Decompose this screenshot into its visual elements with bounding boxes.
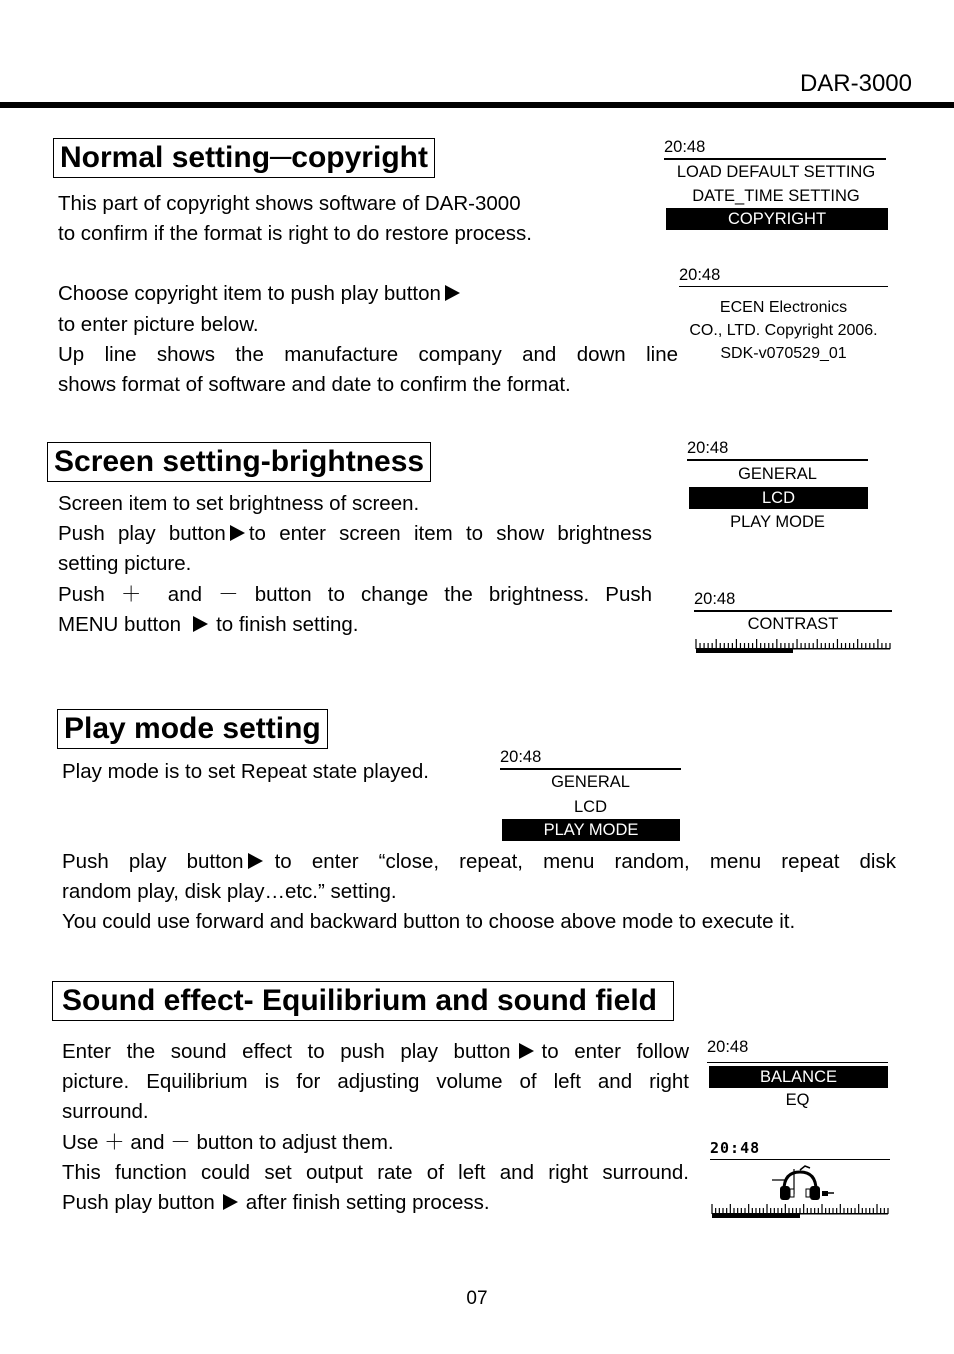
text-line: surround. bbox=[62, 1100, 149, 1124]
header-rule bbox=[0, 102, 954, 108]
play-triangle-icon bbox=[519, 1043, 534, 1059]
text-line: You could use forward and backward button to choose above mode to execute it. bbox=[62, 910, 796, 934]
scale-level-bar bbox=[696, 648, 793, 653]
text-line: Enter the sound effect to push play button bbox=[62, 1040, 511, 1063]
lcd-screen-contrast bbox=[694, 588, 892, 659]
lcd-screen-balance bbox=[710, 1138, 890, 1224]
lcd-screen-main-menu bbox=[687, 437, 868, 535]
text-line: MENU button bbox=[58, 612, 182, 636]
lcd-time: 20:48 bbox=[679, 266, 721, 284]
copyright-text bbox=[58, 189, 678, 400]
scale-level-bar bbox=[712, 1213, 800, 1218]
text-line: Choose copyright item to push play button bbox=[58, 282, 441, 306]
text-line: after finish setting process. bbox=[245, 1191, 490, 1215]
model-name: DAR-3000 bbox=[799, 70, 912, 97]
menu-item: EQ bbox=[785, 1091, 810, 1109]
lcd-screen-sound-menu bbox=[707, 1036, 888, 1112]
copyright-line: SDK-v070529_01 bbox=[720, 345, 847, 362]
text-line: Push ＋ and － button to change the brightness. Push bbox=[58, 582, 652, 606]
page-number: 07 bbox=[466, 1288, 488, 1309]
menu-item-selected: BALANCE bbox=[709, 1066, 888, 1088]
lcd-time: 20:48 bbox=[694, 590, 736, 608]
text-line: Push play button bbox=[58, 522, 226, 546]
section-title-sound: Sound effect- Equilibrium and sound field bbox=[52, 981, 674, 1021]
text-line: to finish setting. bbox=[216, 612, 359, 636]
play-triangle-icon bbox=[230, 525, 245, 541]
play-triangle-icon bbox=[248, 853, 263, 869]
play-triangle-icon bbox=[223, 1194, 238, 1210]
menu-item: GENERAL bbox=[738, 465, 817, 483]
menu-item: DATE_TIME SETTING bbox=[692, 187, 860, 205]
copyright-line: CO., LTD. Copyright 2006. bbox=[689, 322, 878, 339]
brightness-text bbox=[58, 489, 652, 640]
lcd-screen-copyright-info bbox=[679, 264, 888, 365]
text-line: to enter picture below. bbox=[58, 312, 259, 336]
text-line: shows format of software and date to confirm the format. bbox=[58, 373, 571, 397]
lcd-time: 20:48 bbox=[710, 1139, 761, 1157]
playmode-text bbox=[62, 847, 896, 938]
text-line: to enter “close, repeat, menu random, menu repeat disk bbox=[274, 850, 896, 873]
lcd-screen-main-menu bbox=[500, 746, 681, 841]
contrast-scale bbox=[694, 636, 892, 654]
text-line: Push play button bbox=[62, 1191, 215, 1215]
section-title-copyright: Normal setting─copyright bbox=[53, 138, 435, 178]
text-line: This function could set output rate of left and right surround. bbox=[62, 1160, 689, 1184]
text-line: random play, disk play…etc.” setting. bbox=[62, 880, 397, 904]
lcd-time: 20:48 bbox=[707, 1038, 749, 1056]
text-line: Push play button bbox=[62, 850, 244, 873]
text-line: picture. Equilibrium is for adjusting volume of left and right bbox=[62, 1070, 689, 1094]
menu-item: PLAY MODE bbox=[730, 513, 825, 531]
balance-scale bbox=[710, 1201, 890, 1219]
menu-item: LCD bbox=[573, 798, 607, 816]
sound-text bbox=[62, 1037, 689, 1218]
menu-item: GENERAL bbox=[551, 773, 630, 791]
play-triangle-icon bbox=[193, 616, 208, 632]
text-line: Up line shows the manufacture company and down line bbox=[58, 342, 678, 366]
menu-item-selected: PLAY MODE bbox=[502, 819, 680, 841]
text-line: Screen item to set brightness of screen. bbox=[58, 492, 420, 515]
lcd-time: 20:48 bbox=[687, 439, 729, 457]
text-line: Use ＋ and － button to adjust them. bbox=[62, 1130, 394, 1154]
playmode-intro: Play mode is to set Repeat state played. bbox=[62, 760, 429, 783]
lcd-screen-settings-menu bbox=[664, 136, 888, 230]
menu-item: LOAD DEFAULT SETTING bbox=[676, 163, 876, 181]
menu-item-selected: LCD bbox=[689, 487, 868, 509]
section-title-playmode: Play mode setting bbox=[57, 709, 328, 749]
play-triangle-icon bbox=[445, 285, 460, 301]
text-line: to confirm if the format is right to do restore process. bbox=[58, 222, 532, 246]
contrast-label: CONTRAST bbox=[747, 615, 839, 633]
text-line: setting picture. bbox=[58, 552, 192, 576]
text-line: to enter follow bbox=[541, 1040, 690, 1063]
headphone-icon bbox=[710, 1160, 890, 1200]
text-line: This part of copyright shows software of DAR-3000 bbox=[58, 192, 521, 215]
lcd-time: 20:48 bbox=[500, 748, 542, 766]
text-line: to enter screen item to show brightness bbox=[248, 522, 652, 546]
copyright-line: ECEN Electronics bbox=[719, 299, 848, 316]
lcd-time: 20:48 bbox=[664, 138, 706, 156]
menu-item-selected: COPYRIGHT bbox=[666, 208, 888, 230]
section-title-brightness: Screen setting-brightness bbox=[47, 442, 431, 482]
